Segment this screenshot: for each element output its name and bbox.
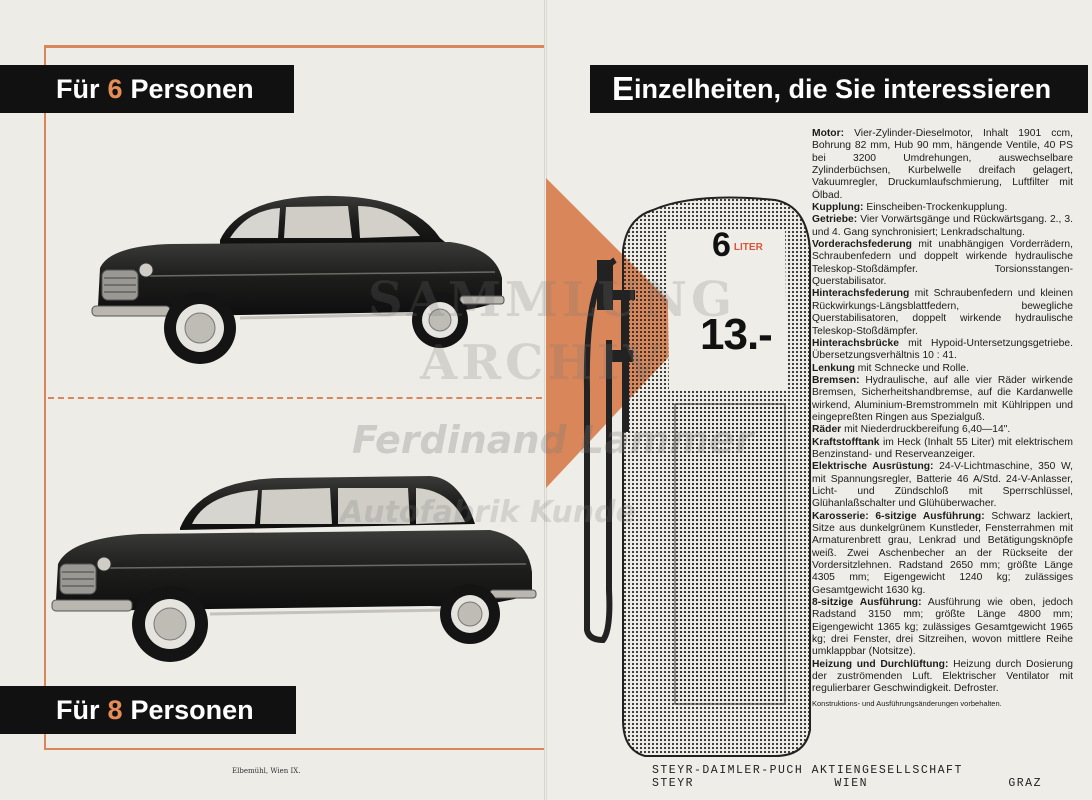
frame-line-top (44, 45, 544, 48)
watermark-line-2: ARCHIV (420, 335, 665, 391)
banner-details (590, 65, 1088, 113)
printer-imprint: Elbemühl, Wien IX. (232, 767, 301, 775)
spec-karosserie: Karosserie: 6-sitzige Ausführung: Schwarz lackiert, Sitze aus dunkelgrünem Kunstleder, Fensterrahmen mit Armaturenbrett grau, Lenkrad und Betätigungsknöpfe weiß. Zwei Aschenbecher an der Rückseite der Vordersitzlehnen. Radstand 2650 mm; größte Länge 4305 mm; Eigengewicht 1240 kg; zulässiges Gesamtgewicht 1630 kg. (812, 510, 1073, 596)
banner-6-number: 6 (107, 73, 123, 104)
city-wien: WIEN (834, 777, 868, 790)
spec-8-sitzig: 8-sitzige Ausführung: Ausführung wie oben, jedoch Radstand 3150 mm; größte Länge 4800 mm; Eigengewicht 1365 kg; zulässiges Gesamtgewicht 1965 kg; drei Fenster, drei Sitzreihen, wovon mittlere Reihe umklappbar (Notsitze). (812, 597, 1073, 658)
specification-list (812, 128, 1073, 709)
banner-details-first-letter: E (612, 70, 635, 107)
banner-8-persons (0, 686, 296, 734)
spec-raeder: Räder mit Niederdruckbereifung 6,40—14". (812, 424, 1011, 436)
banner-6-post: Personen (130, 73, 254, 104)
watermark-line-1: SAMMLUNG (368, 272, 737, 328)
spec-kraftstofftank: Kraftstofftank im Heck (Inhalt 55 Liter) mit elektrischem Benzinstand- und Reserveanzeiger. (812, 436, 1073, 460)
banner-6-persons (0, 65, 294, 113)
frame-line-left (44, 45, 46, 750)
spec-elektrik: Elektrische Ausrüstung: 24-V-Lichtmaschine, 350 W, mit Spannungsregler, Batterie 46 A/Std. 24-V-Anlasser, Licht- und Zündschloß mit Sperrschlüssel, Glühanlaßschalter und Glühüberwacher. (812, 461, 1073, 510)
price-amount: 13.- (700, 310, 772, 359)
company-name: STEYR-DAIMLER-PUCH AKTIENGESELLSCHAFT (652, 764, 963, 777)
spec-getriebe: Getriebe: Vier Vorwärtsgänge und Rückwärtsgang. 2., 3. und 4. Gang synchronisiert; Lenkradschaltung. (812, 214, 1073, 238)
spec-hinterachsbruecke: Hinterachsbrücke mit Hypoid-Untersetzungsgetriebe. Übersetzungsverhältnis 10 : 41. (812, 337, 1073, 362)
spec-heizung: Heizung und Durchlüftung: Heizung durch Dosierung der zuströmenden Luft. Elektrischer Ventilator mit regulierbarer Geschwindigkeit. Defroster. (812, 658, 1073, 695)
watermark-line-4: Autofabrik Kunde (340, 495, 636, 530)
company-cities (652, 777, 1042, 790)
spec-footnote: Konstruktions- und Ausführungsänderungen vorbehalten. (812, 698, 1002, 708)
frame-line-bottom (44, 748, 544, 750)
company-footer (652, 764, 1042, 790)
banner-8-pre: Für (56, 694, 100, 725)
liter-unit: LITER (733, 242, 763, 253)
city-graz: GRAZ (1008, 777, 1042, 790)
liter-number: 6 (712, 226, 731, 264)
spec-lenkung: Lenkung mit Schnecke und Rolle. (812, 362, 969, 374)
price-per-liter (712, 226, 763, 265)
banner-6-pre: Für (56, 73, 100, 104)
banner-8-number: 8 (107, 694, 123, 725)
spec-hinterachsfederung: Hinterachsfederung mit Schraubenfedern und kleinen Rückwirkungs-Längsblattfedern, bewegliche Querstabilisatoren, doppelt wirkende hydraulische Teleskop-Stoßdämpfer. (812, 288, 1073, 337)
banner-details-rest: inzelheiten, die Sie interessieren (634, 73, 1052, 104)
fuel-pump-illustration (575, 190, 815, 760)
spec-bremsen: Bremsen: Hydraulische, auf alle vier Räder wirkende Bremsen, Sicherheitshandbremse, auf die Kardanwelle wirkend, Aluminium-Bremstrommeln mit Kühlrippen und eingepreßten Ringen aus Spezialguß. (812, 374, 1073, 423)
car-8-seater-image (50, 468, 540, 668)
dashed-divider (48, 397, 542, 399)
watermark-line-3: Ferdinand Lammer (352, 418, 754, 462)
spec-vorderachsfederung: Vorderachsfederung mit unabhängigen Vorderrädern, Schraubenfedern und doppelt wirkende hydraulische Teleskop-Stoßdämpfer. Torsionsstangen-Querstabilisator. (812, 239, 1073, 288)
banner-8-post: Personen (130, 694, 254, 725)
spec-kupplung: Kupplung: Einscheiben-Trockenkupplung. (812, 202, 1008, 214)
car-6-seater-image (90, 188, 510, 368)
spec-motor: Motor: Vier-Zylinder-Dieselmotor, Inhalt 1901 ccm, Bohrung 82 mm, Hub 90 mm, hängende Ventile, 40 PS bei 3200 Umdrehungen, auswechselbare Zylinderbüchsen, Kurbelwelle dreifach gelagert, Vakuumregler, Druckumlaufschmierung, Luftfilter mit Ölbad. (812, 128, 1073, 201)
city-steyr: STEYR (652, 777, 695, 790)
